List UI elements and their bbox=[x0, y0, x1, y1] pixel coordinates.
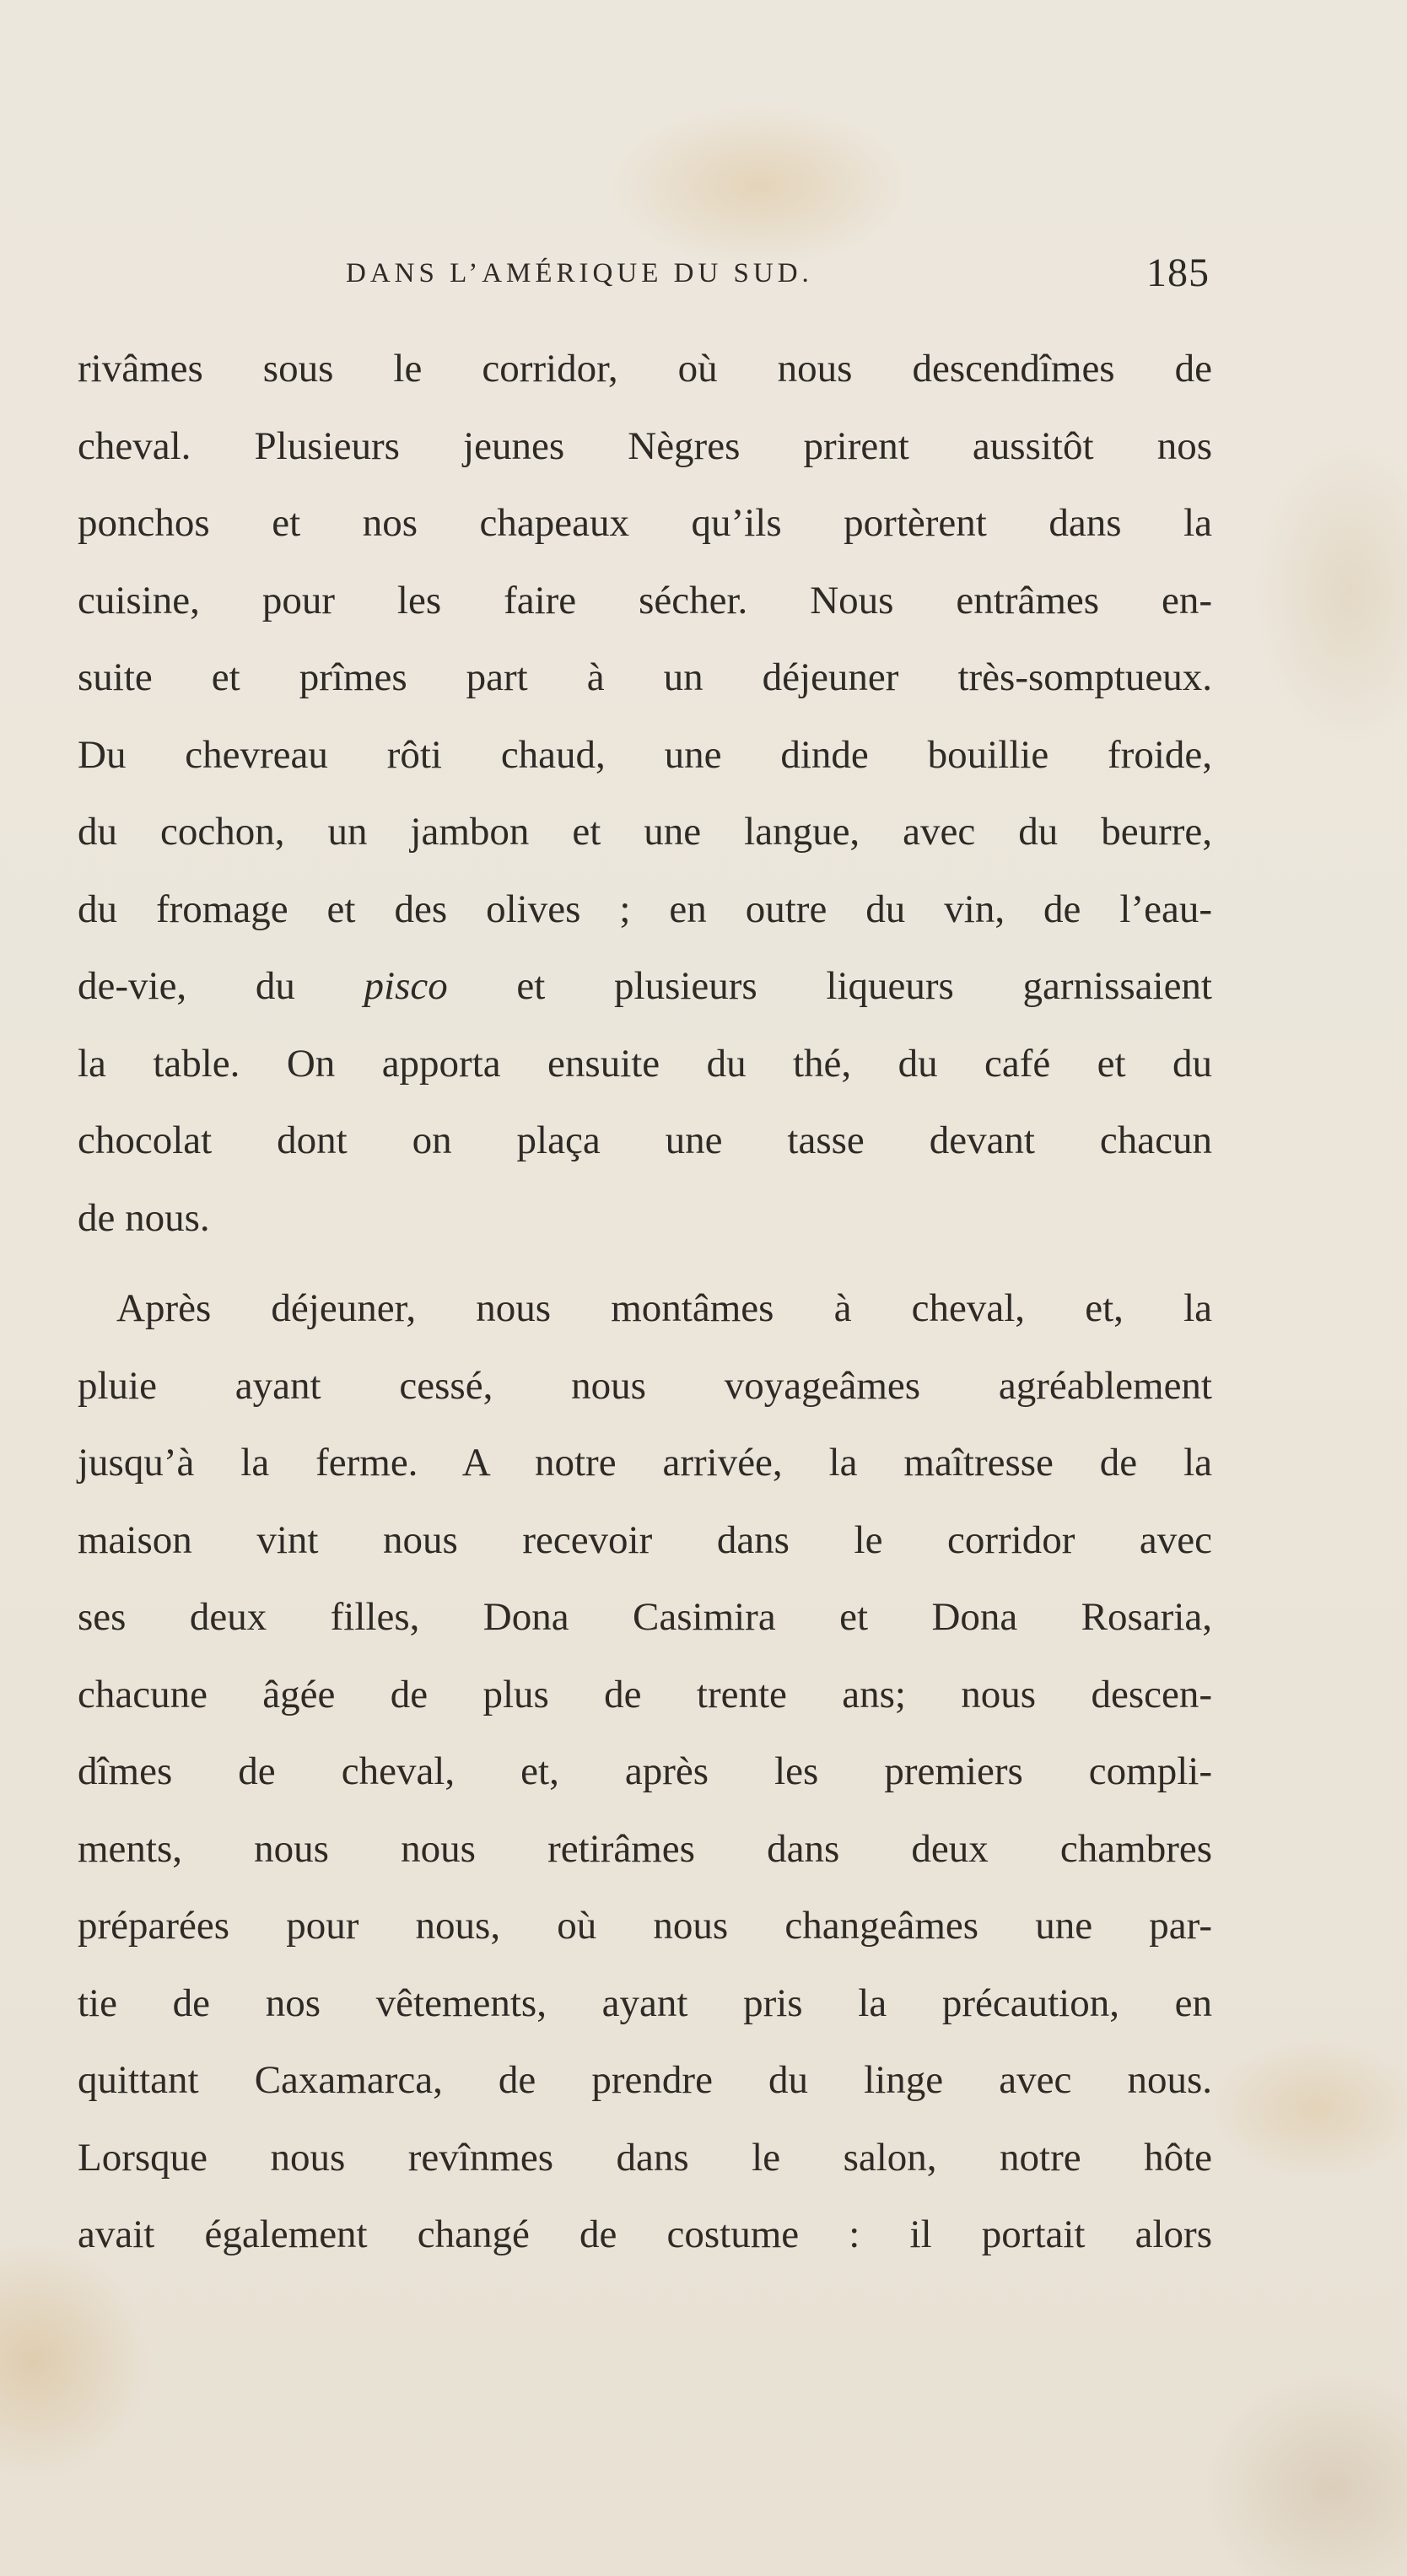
text-line: ments, nous nous retirâmes dans deux chambres bbox=[78, 1826, 1212, 1871]
page-number: 185 bbox=[1146, 251, 1210, 295]
text-line: rivâmes sous le corridor, où nous descendîmes de bbox=[78, 347, 1212, 391]
text-line: cheval. Plusieurs jeunes Nègres prirent aussitôt nos bbox=[78, 423, 1212, 468]
text-line: cuisine, pour les faire sécher. Nous entrâmes en- bbox=[78, 578, 1212, 622]
paragraph-2 bbox=[78, 1270, 1212, 2274]
text-line: jusqu’à la ferme. A notre arrivée, la maîtresse de la bbox=[78, 1441, 1212, 1485]
text-line: avait également changé de costume : il portait alors bbox=[78, 2212, 1212, 2256]
text-line: dîmes de cheval, et, après les premiers compli- bbox=[78, 1749, 1212, 1793]
text-line: Du chevreau rôti chaud, une dinde bouillie froide, bbox=[78, 732, 1212, 777]
text-line: la table. On apporta ensuite du thé, du café et du bbox=[78, 1041, 1212, 1086]
running-head bbox=[78, 250, 1208, 300]
text-line: chocolat dont on plaça une tasse devant chacun bbox=[78, 1118, 1212, 1162]
text-line: chacune âgée de plus de trente ans; nous descen- bbox=[78, 1672, 1212, 1716]
body-text bbox=[78, 331, 1212, 2274]
text-line: quittant Caxamarca, de prendre du linge avec nous. bbox=[78, 2058, 1212, 2102]
paragraph-1 bbox=[78, 331, 1212, 1257]
text-line: tie de nos vêtements, ayant pris la précaution, en bbox=[78, 1981, 1212, 2025]
text-line: Lorsque nous revînmes dans le salon, notre hôte bbox=[78, 2135, 1212, 2180]
text-line: de-vie, du pisco et plusieurs liqueurs garnissaient bbox=[78, 964, 1212, 1008]
text-line: de nous. bbox=[78, 1195, 210, 1240]
text-line: du cochon, un jambon et une langue, avec du beurre, bbox=[78, 810, 1212, 854]
text-line: maison vint nous recevoir dans le corridor avec bbox=[78, 1517, 1212, 1562]
text-line: ponchos et nos chapeaux qu’ils portèrent dans la bbox=[78, 501, 1212, 545]
text-line: du fromage et des olives ; en outre du vin, de l’eau- bbox=[78, 887, 1212, 931]
text-line: préparées pour nous, où nous changeâmes une par- bbox=[78, 1904, 1212, 1948]
text-line: suite et prîmes part à un déjeuner très-somptueux. bbox=[78, 655, 1212, 699]
text-line: pluie ayant cessé, nous voyageâmes agréablement bbox=[78, 1363, 1212, 1408]
text-line: ses deux filles, Dona Casimira et Dona Rosaria, bbox=[78, 1595, 1212, 1639]
text-line: Après déjeuner, nous montâmes à cheval, et, la bbox=[116, 1286, 1212, 1330]
running-title: DANS L’AMÉRIQUE DU SUD. bbox=[346, 258, 813, 288]
